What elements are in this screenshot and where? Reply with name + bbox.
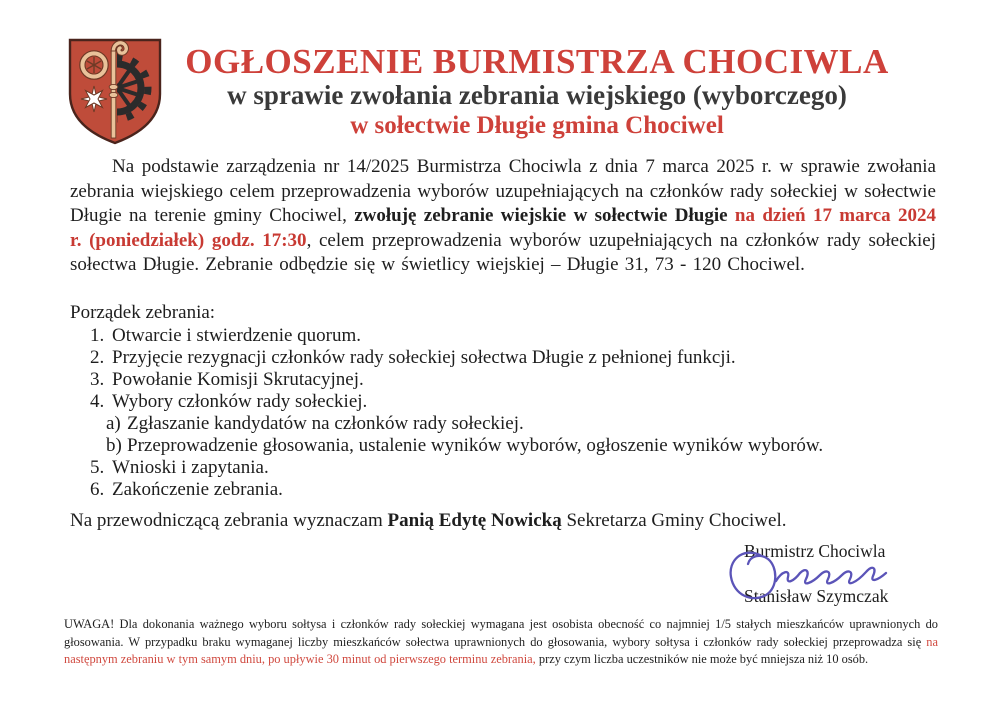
document-header — [172, 44, 902, 140]
agenda-item — [90, 391, 940, 413]
agenda-item-text: Wybory członków rady sołeckiej. — [112, 391, 368, 412]
coat-of-arms-icon — [62, 36, 168, 148]
agenda-item — [90, 347, 940, 369]
agenda-item-text: Przeprowadzenie głosowania, ustalenie wyników wyborów, ogłoszenie wyników wyborów. — [127, 435, 824, 456]
footer-notice — [64, 616, 938, 669]
agenda-item-marker: 1. — [90, 325, 105, 346]
page-subtitle: w sprawie zwołania zebrania wiejskiego (wyborczego) — [227, 80, 847, 110]
appointment-text: Na przewodniczącą zebrania wyznaczam — [70, 510, 388, 531]
footer-red-text: na następnym zebraniu w tym samym dniu, po upływie 30 minut od pierwszego terminu zebrania, — [64, 634, 938, 667]
agenda-item-text: Przyjęcie rezygnacji członków rady sołeckiej sołectwa Długie z pełnionej funkcji. — [112, 347, 736, 368]
agenda-item-marker: 4. — [90, 391, 105, 412]
agenda-item — [90, 479, 940, 501]
paragraph-bold-text: zwołuję zebranie wiejskie w sołectwie Długie — [354, 205, 735, 227]
chairperson-name: Panią Edytę Nowicką — [387, 510, 562, 531]
agenda-item-text: Zgłaszanie kandydatów na członków rady sołeckiej. — [127, 413, 524, 434]
agenda-subitem — [106, 435, 940, 457]
agenda-heading: Porządek zebrania: — [70, 302, 216, 323]
agenda-item — [90, 457, 940, 479]
chairperson-appointment — [70, 509, 936, 533]
page-title: OGŁOSZENIE BURMISTRZA CHOCIWLA — [185, 42, 889, 81]
page-subtitle-2: w sołectwie Długie gmina Chociwel — [350, 112, 724, 139]
agenda-item-marker: 3. — [90, 369, 105, 390]
intro-paragraph — [70, 155, 936, 278]
agenda-item-text: Wnioski i zapytania. — [112, 457, 269, 478]
agenda-section — [70, 301, 940, 501]
agenda-item-text: Zakończenie zebrania. — [112, 479, 283, 500]
signer-name: Stanisław Szymczak — [744, 586, 889, 606]
agenda-item — [90, 325, 940, 347]
agenda-item-marker: a) — [106, 413, 121, 434]
agenda-item-text: Otwarcie i stwierdzenie quorum. — [112, 325, 362, 346]
agenda-subitem — [106, 413, 940, 435]
signature-block — [744, 541, 954, 607]
paragraph-text-end: , celem przeprowadzenia wyborów uzupełniających na członków rady sołeckiej sołectwa Długie. Zebranie odbędzie się w świetlicy wiejskiej – Długie 31, 73 - 120 Chociwel. — [70, 229, 937, 276]
meeting-date-highlight: na dzień 17 marca 2024 r. (poniedziałek) godz. 17:30 — [70, 205, 936, 251]
agenda-item-text: Powołanie Komisji Skrutacyjnej. — [112, 369, 364, 390]
agenda-item-marker: 5. — [90, 457, 105, 478]
agenda-item-marker: 6. — [90, 479, 105, 500]
footer-text: UWAGA! Dla dokonania ważnego wyboru sołtysa i członków rady sołeckiej wymagana jest osobista obecność co najmniej 1/5 stałych mieszkańców uprawnionych do głosowania. W przypadku braku wymaganej liczby mieszkańców sołectwa uprawnionych do głosowania, wybory sołtysa i członków rady sołeckiej przeprowadza się — [64, 617, 938, 649]
agenda-item-marker: b) — [106, 435, 122, 456]
agenda-item — [90, 369, 940, 391]
signer-title: Burmistrz Chociwla — [744, 541, 886, 561]
appointment-text-end: Sekretarza Gminy Chociwel. — [561, 510, 787, 531]
paragraph-text: Na podstawie zarządzenia nr 14/2025 Burmistrza Chociwla z dnia 7 marca 2025 r. w sprawie zwołania zebrania wiejskiego celem przeprowadzenia wyborów uzupełniających na członków rady sołeckiej w sołectwie Długie na terenie gminy Chociwel, — [70, 156, 936, 227]
footer-text-end: przy czym liczba uczestników nie może być mniejsza niż 10 osób. — [535, 652, 869, 667]
agenda-item-marker: 2. — [90, 347, 105, 368]
